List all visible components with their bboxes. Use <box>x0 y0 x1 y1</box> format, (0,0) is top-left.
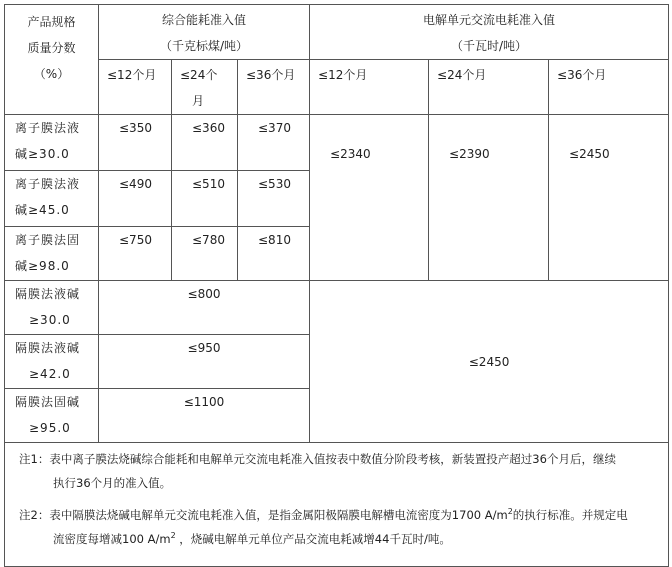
notes-cell <box>5 443 669 567</box>
product-spec-line3: （%） <box>33 67 70 81</box>
product-name-line2: 碱≥98.0 <box>15 259 70 273</box>
product-name-line1: 离子膜法液 <box>15 121 81 135</box>
energy-period-36: ≤36个月 <box>238 60 310 115</box>
power-title: 电解单元交流电耗准入值 <box>423 13 556 27</box>
energy-value: ≤510 <box>172 171 238 227</box>
note-2-text-c: 流密度每增减100 A/m <box>53 532 171 546</box>
product-name <box>5 115 99 171</box>
note-1 <box>19 447 658 495</box>
product-name <box>5 281 99 335</box>
note-2-text-a: 注2：表中隔膜法烧碱电解单元交流电耗准入值，是指金属阳极隔膜电解槽电流密度为1700 A/m <box>19 508 508 522</box>
energy-value: ≤490 <box>99 171 172 227</box>
energy-title: 综合能耗准入值 <box>162 13 247 27</box>
notes-row <box>5 443 669 567</box>
energy-value: ≤360 <box>172 115 238 171</box>
product-name-line2: 碱≥30.0 <box>15 147 70 161</box>
table-row <box>5 115 669 171</box>
power-header <box>310 5 669 60</box>
standards-table-container <box>4 4 669 567</box>
power-period-36: ≤36个月 <box>549 60 669 115</box>
note-2-text-d: ，烧碱电解单元单位产品交流电耗减增44千瓦时/吨。 <box>175 532 451 546</box>
energy-value: ≤530 <box>238 171 310 227</box>
energy-period-24 <box>172 60 238 115</box>
note-1-line2: 执行36个月的准入值。 <box>53 476 172 490</box>
energy-value: ≤350 <box>99 115 172 171</box>
product-name-line1: 离子膜法固 <box>15 233 81 247</box>
product-spec-line1: 产品规格 <box>27 15 76 29</box>
energy-header <box>99 5 310 60</box>
product-name <box>5 227 99 281</box>
note-1-line1: 注1：表中离子膜法烧碱综合能耗和电解单元交流电耗准入值按表中数值分阶段考核，新装置投产超过36个月后，继续 <box>19 452 616 466</box>
note-2 <box>19 503 658 551</box>
product-name-line1: 隔膜法液碱 <box>15 341 81 355</box>
product-spec-line2: 质量分数 <box>27 41 76 55</box>
energy-value: ≤750 <box>99 227 172 281</box>
table-row <box>5 281 669 335</box>
power-value: ≤2340 <box>310 115 429 281</box>
product-name <box>5 335 99 389</box>
power-unit: （千瓦时/吨） <box>451 39 528 53</box>
note-2-superscript-2: 2 <box>170 531 176 541</box>
energy-period-24-line2: 月 <box>192 94 205 108</box>
note-2-superscript: 2 <box>507 507 513 517</box>
product-name <box>5 171 99 227</box>
product-name-line1: 离子膜法液 <box>15 177 81 191</box>
energy-value: ≤810 <box>238 227 310 281</box>
product-name-line2: ≥30.0 <box>29 313 71 327</box>
energy-unit: （千克标煤/吨） <box>159 39 249 53</box>
diaphragm-power-value: ≤2450 <box>310 281 669 443</box>
product-name <box>5 389 99 443</box>
energy-period-24-line1: ≤24个 <box>180 68 218 82</box>
product-name-line1: 隔膜法固碱 <box>15 395 81 409</box>
note-2-line2 <box>19 527 658 551</box>
energy-period-12: ≤12个月 <box>99 60 172 115</box>
product-name-line2: ≥95.0 <box>29 421 71 435</box>
caustic-soda-standards-table <box>4 4 669 567</box>
power-period-24: ≤24个月 <box>429 60 549 115</box>
energy-value: ≤800 <box>99 281 310 335</box>
power-value: ≤2390 <box>429 115 549 281</box>
energy-value: ≤780 <box>172 227 238 281</box>
product-name-line2: ≥42.0 <box>29 367 71 381</box>
header-row-1 <box>5 5 669 60</box>
product-spec-header <box>5 5 99 115</box>
note-2-text-b: 的执行标准。并规定电 <box>512 508 628 522</box>
energy-value: ≤950 <box>99 335 310 389</box>
header-row-2 <box>5 60 669 115</box>
power-period-12: ≤12个月 <box>310 60 429 115</box>
energy-value: ≤1100 <box>99 389 310 443</box>
power-value: ≤2450 <box>549 115 669 281</box>
energy-value: ≤370 <box>238 115 310 171</box>
product-name-line2: 碱≥45.0 <box>15 203 70 217</box>
product-name-line1: 隔膜法液碱 <box>15 287 81 301</box>
